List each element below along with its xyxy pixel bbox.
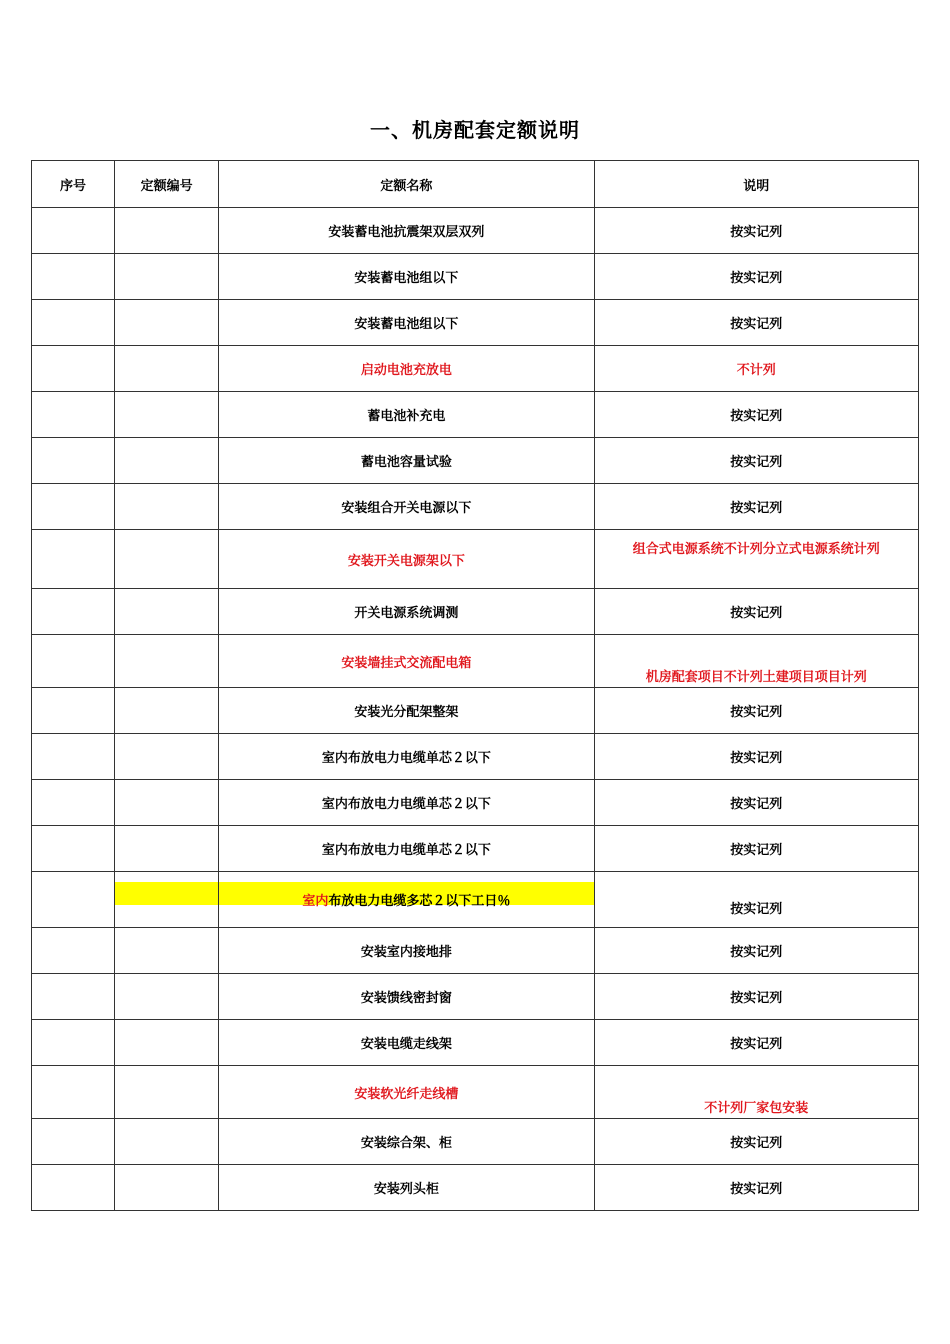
name-cell: 安装墙挂式交流配电箱 [219,635,594,688]
header-desc: 说明 [594,161,918,208]
desc-cell: 按实记列 [594,392,918,438]
name-cell: 开关电源系统调测 [219,589,594,635]
name-cell: 蓄电池补充电 [219,392,594,438]
name-cell: 安装软光纤走线槽 [219,1066,594,1119]
name-cell: 安装综合架、柜 [219,1119,594,1165]
table-row [32,974,919,1020]
code-cell [115,346,219,392]
seq-cell [32,974,115,1020]
seq-cell [32,1066,115,1119]
name-cell: 室内布放电力电缆单芯２以下 [219,826,594,872]
table-row [32,438,919,484]
desc-cell: 按实记列 [594,1020,918,1066]
desc-cell: 按实记列 [594,734,918,780]
desc-cell: 按实记列 [594,438,918,484]
desc-cell: 按实记列 [594,974,918,1020]
code-cell [115,1119,219,1165]
table-row [32,1066,919,1119]
desc-cell: 按实记列 [594,780,918,826]
table-row [32,688,919,734]
seq-cell [32,208,115,254]
desc-cell: 按实记列 [594,826,918,872]
name-cell: 安装蓄电池组以下 [219,254,594,300]
desc-cell: 不计列厂家包安装 [594,1066,918,1119]
table-row [32,826,919,872]
table-row [32,392,919,438]
desc-cell: 按实记列 [594,1165,918,1211]
seq-cell [32,1020,115,1066]
seq-cell [32,254,115,300]
table-row [32,1165,919,1211]
name-cell: 启动电池充放电 [219,346,594,392]
table-row [32,208,919,254]
name-cell: 安装蓄电池组以下 [219,300,594,346]
desc-cell: 按实记列 [594,484,918,530]
name-cell: 安装蓄电池抗震架双层双列 [219,208,594,254]
seq-cell [32,484,115,530]
table-row [32,872,919,928]
code-cell [115,392,219,438]
name-cell: 安装电缆走线架 [219,1020,594,1066]
code-cell [115,1020,219,1066]
desc-cell: 按实记列 [594,1119,918,1165]
table-row [32,300,919,346]
header-seq: 序号 [32,161,115,208]
seq-cell [32,826,115,872]
highlight-strip [115,882,219,905]
header-code: 定额编号 [115,161,219,208]
desc-cell: 按实记列 [594,300,918,346]
table-row [32,484,919,530]
table-row [32,1119,919,1165]
desc-cell: 组合式电源系统不计列分立式电源系统计列 [594,530,918,589]
code-cell [115,530,219,589]
seq-cell [32,530,115,589]
quota-table [31,160,919,1211]
name-cell: 安装光分配架整架 [219,688,594,734]
name-red-part: 室内 [302,894,329,909]
seq-cell [32,300,115,346]
code-cell [115,734,219,780]
code-cell [115,780,219,826]
code-cell [115,300,219,346]
desc-cell: 按实记列 [594,872,918,928]
table-row [32,635,919,688]
table-row [32,734,919,780]
code-cell [115,254,219,300]
code-cell [115,438,219,484]
desc-cell: 按实记列 [594,589,918,635]
desc-cell: 按实记列 [594,254,918,300]
code-cell [115,635,219,688]
seq-cell [32,928,115,974]
code-cell [115,1165,219,1211]
seq-cell [32,1119,115,1165]
name-cell: 蓄电池容量试验 [219,438,594,484]
desc-cell: 按实记列 [594,688,918,734]
name-cell: 室内布放电力电缆单芯２以下 [219,780,594,826]
table-row [32,530,919,589]
name-cell: 安装室内接地排 [219,928,594,974]
name-cell: 安装组合开关电源以下 [219,484,594,530]
name-cell: 安装列头柜 [219,1165,594,1211]
page-title: 一、机房配套定额说明 [370,118,580,142]
name-cell: 安装馈线密封窗 [219,974,594,1020]
table-row [32,589,919,635]
desc-cell: 机房配套项目不计列土建项目项目计列 [594,635,918,688]
code-cell [115,208,219,254]
code-cell [115,974,219,1020]
name-cell: 安装开关电源架以下 [219,530,594,589]
seq-cell [32,872,115,928]
seq-cell [32,734,115,780]
code-cell [115,589,219,635]
seq-cell [32,392,115,438]
seq-cell [32,1165,115,1211]
name-cell: 室内布放电力电缆单芯２以下 [219,734,594,780]
header-name: 定额名称 [219,161,594,208]
code-cell [115,1066,219,1119]
name-cell [219,872,594,928]
table-header-row [32,161,919,208]
code-cell [115,928,219,974]
seq-cell [32,438,115,484]
code-cell [115,872,219,928]
seq-cell [32,688,115,734]
seq-cell [32,589,115,635]
desc-cell: 按实记列 [594,928,918,974]
table-row [32,254,919,300]
code-cell [115,484,219,530]
seq-cell [32,346,115,392]
table-row [32,780,919,826]
code-cell [115,826,219,872]
seq-cell [32,780,115,826]
table-row [32,346,919,392]
name-rest-part: 布放电力电缆多芯２以下工日％ [328,894,511,909]
desc-cell: 不计列 [594,346,918,392]
code-cell [115,688,219,734]
seq-cell [32,635,115,688]
desc-cell: 按实记列 [594,208,918,254]
table-row [32,1020,919,1066]
table-row [32,928,919,974]
